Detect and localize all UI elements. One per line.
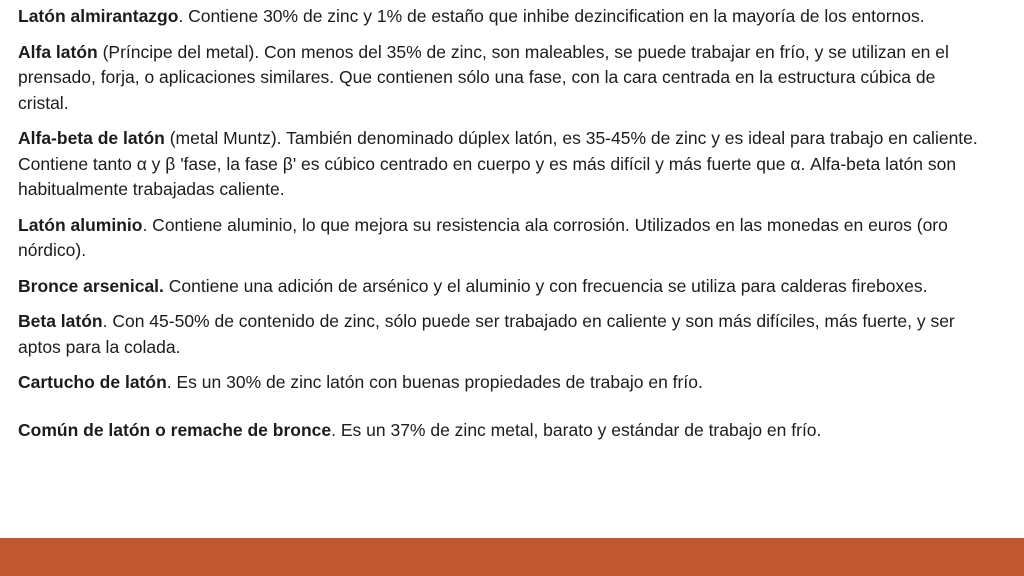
description-bronce-arsenical: Contiene una adición de arsénico y el aluminio y con frecuencia se utiliza para calderas fireboxes.	[163, 275, 928, 296]
paragraph-laton-aluminio	[18, 213, 978, 264]
description-alfa-laton: (Príncipe del metal). Con menos del 35% de zinc, son maleables, se puede trabajar en frío, y se utilizan en el prensado, forja, o aplicaciones similares. Que contienen sólo una fase, con la cara centrada en la estructura cúbica de cristal.	[18, 41, 949, 113]
paragraph-beta-laton	[18, 309, 978, 360]
slide-content	[18, 4, 978, 453]
description-comun-laton: . Es un 37% de zinc metal, barato y estándar de trabajo en frío.	[331, 419, 822, 440]
term-alfa-laton: Alfa latón	[18, 41, 98, 62]
term-laton-aluminio: Latón aluminio	[18, 214, 143, 235]
term-beta-laton: Beta latón	[18, 311, 103, 331]
description-cartucho-laton: . Es un 30% de zinc latón con buenas propiedades de trabajo en frío.	[166, 372, 703, 392]
paragraph-alfa-beta-laton	[18, 126, 978, 203]
term-cartucho-laton: Cartucho de latón	[18, 372, 167, 392]
paragraph-bronce-arsenical	[18, 274, 978, 300]
paragraph-comun-laton	[18, 418, 978, 444]
term-bronce-arsenical: Bronce arsenical.	[18, 275, 164, 296]
description-alfa-beta-laton: (metal Muntz). También denominado dúplex latón, es 35-45% de zinc y es ideal para trabajo en caliente. Contiene tanto α y β 'fase, la fase β' es cúbico centrado en cuerpo y es más difícil y más fuerte que α. Alfa-beta latón son habitualmente trabajadas caliente.	[18, 128, 978, 199]
paragraph-laton-almirantazgo	[18, 4, 978, 30]
description-laton-almirantazgo: . Contiene 30% de zinc y 1% de estaño que inhibe dezincification en la mayoría de los entornos.	[178, 6, 925, 26]
term-comun-laton: Común de latón o remache de bronce	[18, 419, 332, 440]
paragraph-cartucho-laton	[18, 370, 978, 396]
description-laton-aluminio: . Contiene aluminio, lo que mejora su resistencia ala corrosión. Utilizados en las monedas en euros (oro nórdico).	[18, 214, 948, 260]
paragraph-alfa-laton	[18, 40, 978, 117]
description-beta-laton: . Con 45-50% de contenido de zinc, sólo puede ser trabajado en caliente y son más difíciles, más fuerte, y ser aptos para la colada.	[18, 311, 955, 357]
footer-accent-bar	[0, 538, 1024, 576]
term-laton-almirantazgo: Latón almirantazgo	[18, 6, 179, 26]
term-alfa-beta-laton: Alfa-beta de latón	[18, 128, 165, 148]
